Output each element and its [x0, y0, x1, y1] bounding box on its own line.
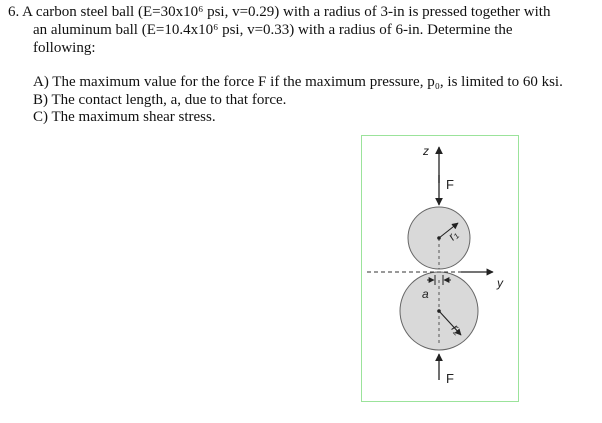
part-a: A) The maximum value for the force F if the maximum pressure, p₀, is limited to 60 ksi. — [33, 74, 563, 90]
force-bottom-label: F — [446, 371, 454, 386]
a-label: a — [422, 287, 429, 301]
contact-diagram — [361, 135, 519, 402]
problem-line-1: 6. A carbon steel ball (E=30x10⁶ psi, v=0.29) with a radius of 3-in is pressed together with — [8, 4, 551, 20]
lower-ball-center — [437, 309, 441, 313]
r1-label: r₁ — [445, 227, 461, 244]
part-b: B) The contact length, a, due to that force. — [33, 92, 287, 108]
z-label: z — [423, 144, 429, 158]
part-c: C) The maximum shear stress. — [33, 109, 216, 125]
r2-label: r₂ — [448, 321, 465, 338]
force-top-label: F — [446, 177, 454, 192]
contact-diagram-svg — [361, 135, 519, 402]
y-label: y — [497, 276, 503, 290]
problem-line-3: following: — [33, 40, 96, 56]
upper-ball-center — [437, 236, 441, 240]
problem-line-2: an aluminum ball (E=10.4x10⁶ psi, v=0.33) with a radius of 6-in. Determine the — [33, 22, 513, 38]
